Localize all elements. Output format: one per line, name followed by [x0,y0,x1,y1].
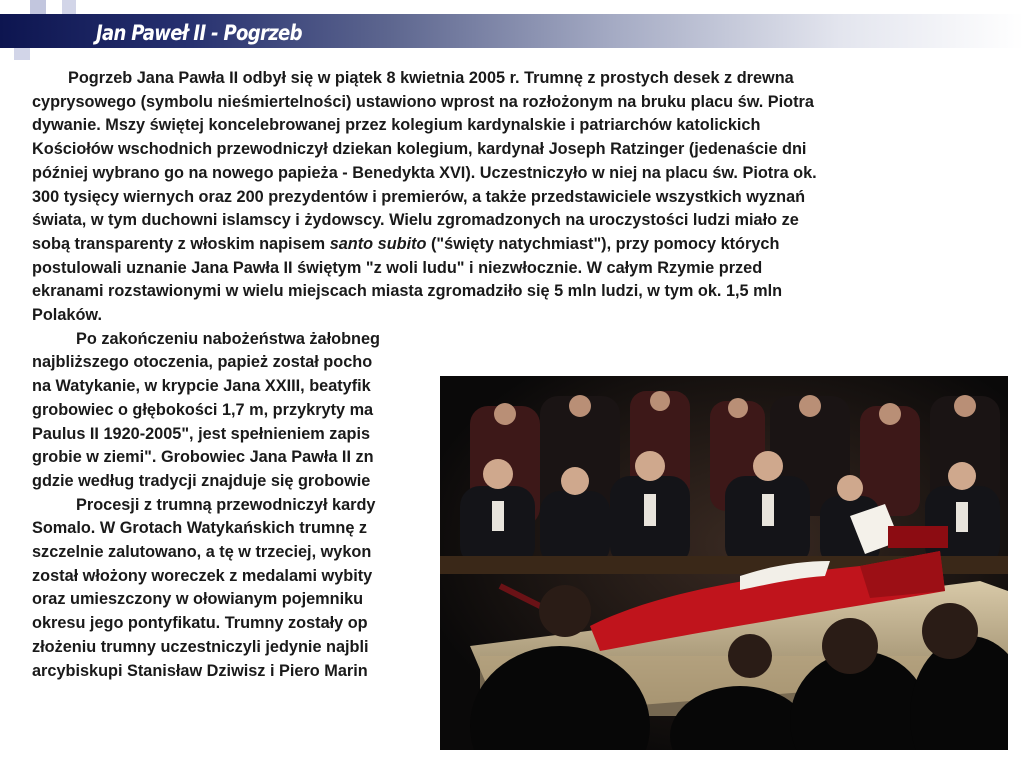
paragraph-1 [32,67,832,328]
text-line: najbliższego otoczenia, papież został pocho [32,353,373,372]
text-line: oraz umieszczony w ołowianym pojemniku [32,590,364,609]
text-line: na Watykanie, w krypcie Jana XXIII, beatyfik [32,377,371,396]
text-line: grobowiec o głębokości 1,7 m, przykryty ma [32,400,374,419]
square-light-1 [30,0,46,14]
slide-title: Jan Paweł II - Pogrzeb [96,21,302,45]
text-line: został włożony woreczek z medalami wybity [32,566,373,585]
square-light-5 [62,0,76,14]
square-light-4 [14,46,30,60]
text-line: Somalo. W Grotach Watykańskich trumnę z [32,519,368,538]
italic-phrase: santo subito [329,234,427,253]
text-line: grobie w ziemi". Grobowiec Jana Pawła II zn [32,448,374,467]
funeral-photo-illustration [440,376,1008,750]
text-line: złożeniu trumny uczestniczyli jedynie najbli [32,637,369,656]
funeral-photo [440,376,1008,750]
text-line: Po zakończeniu nabożeństwa żałobneg [76,329,380,348]
text-line: szczelnie zalutowano, a tę w trzeciej, wykon [32,543,372,562]
text-line: Paulus II 1920-2005", jest spełnieniem zapis [32,424,371,443]
paragraph-1-start: Pogrzeb Jana Pawła II odbył się w piątek 8 kwietnia 2005 r. Trumnę z prostych desek z drewna cyprysowego (symbolu nieśmiertelności) ustawiono wprost na rozłożonym na bruku placu św. Piotra dywanie. Mszy świętej koncelebrowanej przez kolegium kardynalskie i patriarchów katolickich Kościołów wschodnich przewodniczył dziekan kolegium, kardynał Joseph Ratzinger (jedenaście dni później wybrano go na nowego papieża - Benedykta XVI). Uczestniczyło w niej na placu św. Piotra ok. 300 tysięcy wiernych oraz 200 prezydentów i premierów, a także przedstawiciele wszystkich wyznań świata, w tym duchowni islamscy i żydowscy. Wielu zgromadzonych na uroczystości ludzi miało ze sobą transparenty z włoskim napisem [32,69,817,253]
text-line: gdzie według tradycji znajduje się grobowie [32,471,371,490]
text-line: Procesji z trumną przewodniczył kardy [76,495,376,514]
paragraph-1-end: ("święty natychmiast"), przy pomocy których postulowali uznanie Jana Pawła II świętym "z woli ludu" i niezwłocznie. W całym Rzymie przed ekranami rozstawionymi w wielu miejscach miasta zgromadziło się 5 mln ludzi, w tym ok. 1,5 mln Polaków. [32,234,783,325]
text-line: okresu jego pontyfikatu. Trumny zostały op [32,614,368,633]
text-line: arcybiskupi Stanisław Dziwisz i Piero Marin [32,661,368,680]
